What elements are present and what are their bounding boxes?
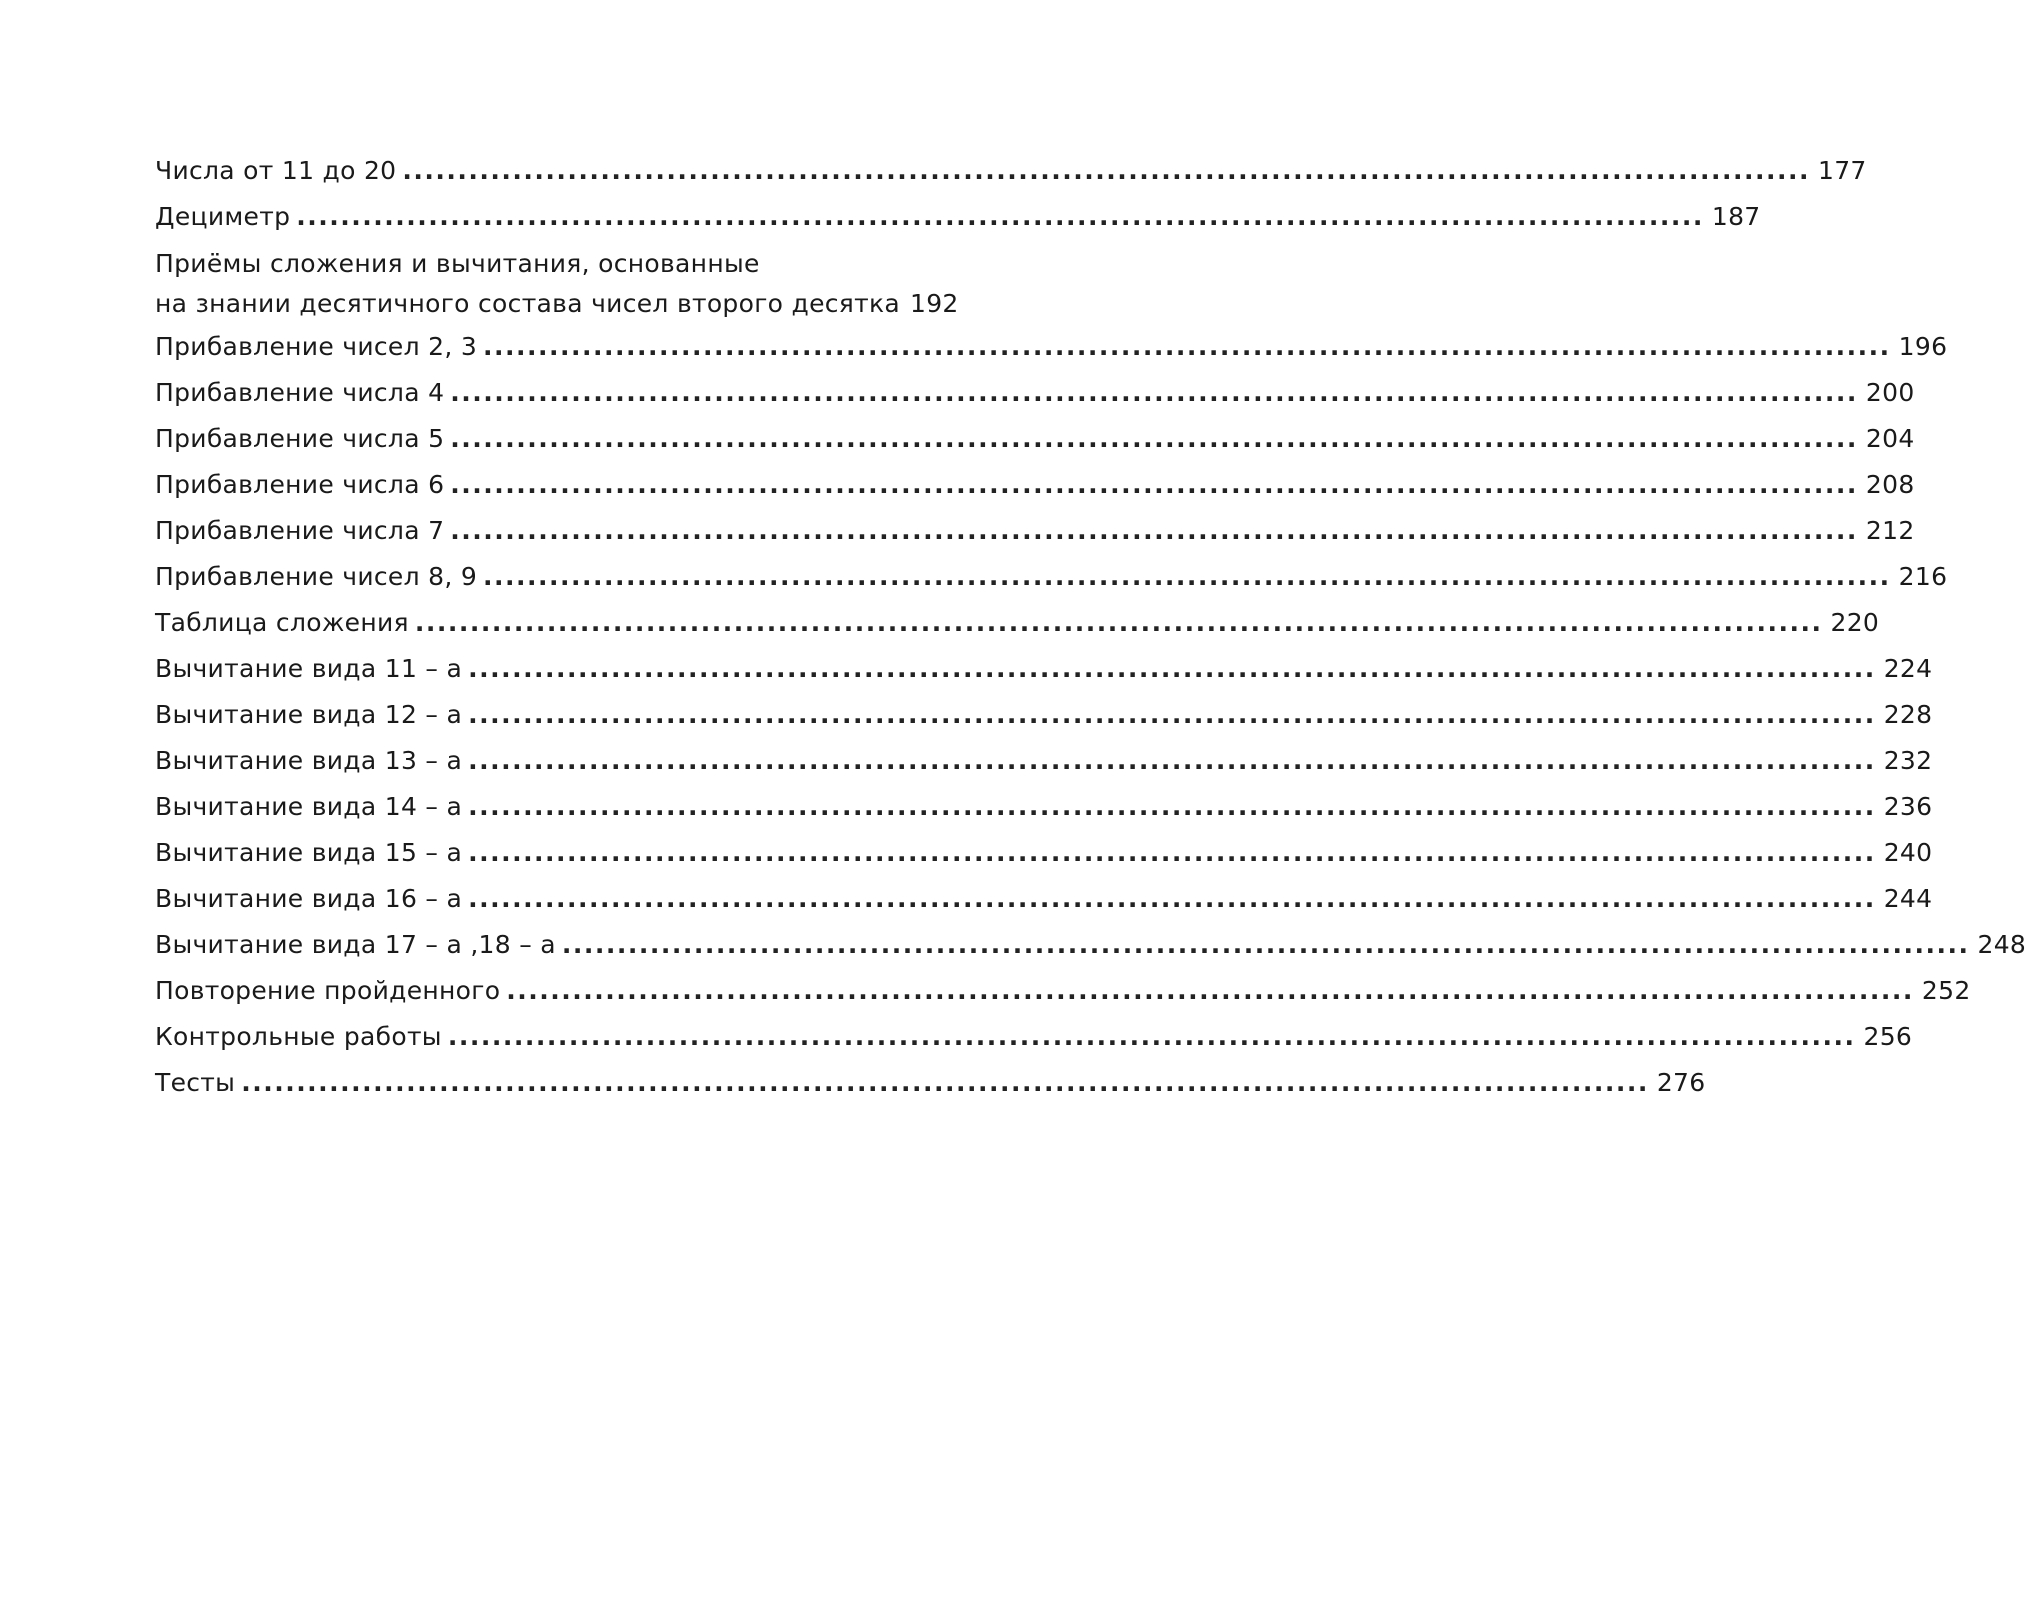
toc-entry-page: 228 — [1883, 700, 1933, 729]
toc-entry-title: Прибавление числа 6 — [155, 470, 445, 499]
toc-entry[interactable] — [155, 508, 1915, 554]
dot-leader: ................................................................................................................................ — [402, 156, 1811, 185]
dot-leader: ................................................................................................................................ — [296, 202, 1704, 231]
toc-entry[interactable] — [155, 554, 1948, 600]
toc-entry-page: 252 — [1921, 976, 1971, 1005]
toc-entry-title-line1: Приёмы сложения и вычитания, основанные — [155, 249, 760, 278]
toc-entry-page: 276 — [1656, 1068, 1706, 1097]
dot-leader: ................................................................................................................................ — [468, 654, 1876, 683]
toc-entry-title: Числа от 11 до 20 — [155, 156, 397, 185]
toc-entry-page: 196 — [1898, 332, 1948, 361]
toc-entry-title: Прибавление числа 7 — [155, 516, 445, 545]
toc-entry[interactable] — [155, 462, 1915, 508]
toc-entry[interactable] — [155, 370, 1915, 416]
table-of-contents — [155, 148, 2026, 1106]
toc-entry-title: Прибавление числа 5 — [155, 424, 445, 453]
toc-entry[interactable] — [155, 830, 1933, 876]
dot-leader: ................................................................................................................................ — [561, 930, 1970, 959]
dot-leader: ................................................................................................................................ — [450, 470, 1858, 499]
dot-leader: ................................................................................................................................ — [450, 516, 1858, 545]
toc-entry-page: 236 — [1883, 792, 1933, 821]
toc-entry[interactable] — [155, 194, 1761, 240]
toc-entry-title: Тесты — [155, 1068, 236, 1097]
toc-entry-page: 177 — [1818, 156, 1867, 185]
toc-entry-title: Вычитание вида 11 – а — [155, 654, 463, 683]
toc-entry-page: 224 — [1883, 654, 1933, 683]
toc-entry[interactable] — [155, 738, 1933, 784]
toc-entry-page: 187 — [1711, 202, 1761, 231]
toc-entry[interactable] — [155, 876, 1933, 922]
toc-entry-title: Вычитание вида 16 – а — [155, 884, 463, 913]
dot-leader: ................................................................................................................................ — [483, 562, 1891, 591]
toc-entry-title: Прибавление чисел 8, 9 — [155, 562, 478, 591]
toc-entry[interactable] — [155, 240, 959, 324]
toc-entry-title: Повторение пройденного — [155, 976, 501, 1005]
toc-entry-title: Контрольные работы — [155, 1022, 442, 1051]
toc-entry[interactable] — [155, 646, 1933, 692]
toc-entry[interactable] — [155, 922, 2026, 968]
toc-entry-page: 248 — [1977, 930, 2026, 959]
dot-leader: ................................................................................................................................ — [483, 332, 1891, 361]
toc-entry-page: 204 — [1865, 424, 1915, 453]
toc-entry-page: 200 — [1865, 378, 1915, 407]
dot-leader: ................................................................................................................................ — [414, 608, 1823, 637]
toc-entry-title: Вычитание вида 13 – а — [155, 746, 463, 775]
toc-entry[interactable] — [155, 1014, 1913, 1060]
toc-entry-title: Таблица сложения — [155, 608, 409, 637]
toc-entry-page: 216 — [1898, 562, 1948, 591]
toc-entry[interactable] — [155, 968, 1971, 1014]
toc-entry[interactable] — [155, 600, 1880, 646]
toc-entry-title: Вычитание вида 15 – а — [155, 838, 463, 867]
toc-entry[interactable] — [155, 324, 1948, 370]
toc-entry[interactable] — [155, 416, 1915, 462]
dot-leader: ................................................................................................................................ — [468, 746, 1876, 775]
toc-entry-page: 220 — [1830, 608, 1880, 637]
toc-entry-page: 232 — [1883, 746, 1933, 775]
toc-entry-title: Вычитание вида 12 – а — [155, 700, 463, 729]
toc-entry[interactable] — [155, 1060, 1706, 1106]
toc-entry-page: 192 — [910, 289, 959, 318]
toc-entry-page: 212 — [1865, 516, 1915, 545]
dot-leader: ................................................................................................................................ — [241, 1068, 1649, 1097]
dot-leader: ................................................................................................................................ — [506, 976, 1914, 1005]
dot-leader: ................................................................................................................................ — [447, 1022, 1856, 1051]
dot-leader: ................................................................................................................................ — [450, 378, 1858, 407]
dot-leader: ................................................................................................................................ — [450, 424, 1858, 453]
toc-entry-title: Вычитание вида 14 – а — [155, 792, 463, 821]
toc-entry-page: 208 — [1865, 470, 1915, 499]
toc-entry-title: Прибавление числа 4 — [155, 378, 445, 407]
toc-entry-page: 240 — [1883, 838, 1933, 867]
toc-entry[interactable] — [155, 784, 1933, 830]
toc-entry-page: 256 — [1863, 1022, 1913, 1051]
toc-entry[interactable] — [155, 692, 1933, 738]
dot-leader: ................................................................................................................................ — [468, 884, 1876, 913]
toc-entry-title: Прибавление чисел 2, 3 — [155, 332, 478, 361]
dot-leader: ................................................................................................................................ — [468, 700, 1876, 729]
dot-leader: ................................................................................................................................ — [468, 838, 1876, 867]
toc-entry-page: 244 — [1883, 884, 1933, 913]
toc-entry-title — [155, 240, 900, 324]
toc-entry-title: Дециметр — [155, 202, 291, 231]
dot-leader: ................................................................................................................................ — [468, 792, 1876, 821]
toc-entry-title: Вычитание вида 17 – а ,18 – а — [155, 930, 556, 959]
toc-entry-title-line2: на знании десятичного состава чисел второго десятка — [155, 289, 901, 318]
toc-entry[interactable] — [155, 148, 1867, 194]
